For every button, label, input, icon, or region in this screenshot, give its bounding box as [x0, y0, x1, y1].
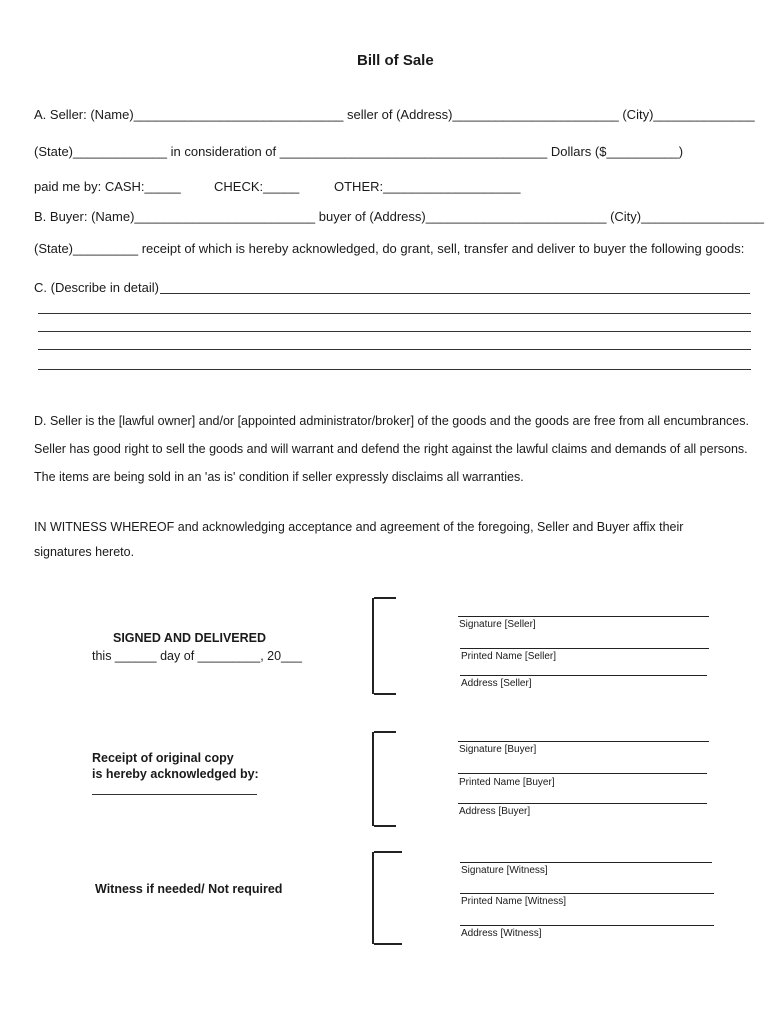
seller-signature-label: Signature [Seller] [459, 619, 536, 630]
buyer-signature-label: Signature [Buyer] [459, 744, 537, 755]
describe-line-3 [38, 331, 751, 332]
document-title: Bill of Sale [357, 52, 434, 69]
witness-whereof-line-1: IN WITNESS WHEREOF and acknowledging acceptance and agreement of the foregoing, Seller and Buyer affix their [34, 520, 684, 534]
witness-whereof-line-2: signatures hereto. [34, 545, 135, 559]
witness-printed-name-line [460, 893, 714, 894]
buyer-state-goods-line: (State)_________ receipt of which is hereby acknowledged, do grant, sell, transfer and deliver to buyer the following goods: [34, 241, 745, 256]
signed-delivered-heading: SIGNED AND DELIVERED [113, 631, 267, 645]
seller-bracket [372, 598, 374, 694]
buyer-printed-name-label: Printed Name [Buyer] [459, 777, 555, 788]
seller-name-address-line: A. Seller: (Name)_____________________________ seller of (Address)_______________________ (City)______________ [34, 107, 755, 122]
as-is-clause: The items are being sold in an 'as is' condition if seller expressly disclaims all warranties. [34, 470, 524, 484]
buyer-address-label: Address [Buyer] [459, 806, 531, 817]
witness-heading: Witness if needed/ Not required [95, 882, 283, 896]
seller-signature-line [458, 616, 709, 617]
witness-bracket [372, 852, 374, 944]
receipt-heading-line-1: Receipt of original copy [92, 751, 234, 765]
seller-address-label: Address [Seller] [461, 678, 532, 689]
payment-other-field: OTHER:___________________ [334, 179, 521, 194]
ownership-clause: D. Seller is the [lawful owner] and/or [appointed administrator/broker] of the goods and the goods are free from all encumbrances. [34, 414, 749, 428]
buyer-printed-name-line [458, 773, 707, 774]
payment-check-field: CHECK:_____ [214, 179, 300, 194]
witness-address-label: Address [Witness] [461, 928, 542, 939]
describe-goods-label: C. (Describe in detail) [34, 280, 159, 295]
seller-printed-name-label: Printed Name [Seller] [461, 651, 557, 662]
describe-line-1 [160, 293, 750, 294]
describe-line-4 [38, 349, 751, 350]
buyer-name-address-line: B. Buyer: (Name)_________________________ buyer of (Address)_________________________ (City)_________________ [34, 209, 765, 224]
receipt-heading-line-2: is hereby acknowledged by: [92, 767, 259, 781]
receipt-signature-line [92, 794, 257, 795]
seller-printed-name-line [460, 648, 709, 649]
describe-line-5 [38, 369, 751, 370]
witness-signature-label: Signature [Witness] [461, 865, 548, 876]
describe-line-2 [38, 313, 751, 314]
payment-cash-field: paid me by: CASH:_____ [34, 179, 181, 194]
buyer-signature-line [458, 741, 709, 742]
seller-address-line [460, 675, 707, 676]
buyer-bracket [372, 732, 374, 826]
buyer-address-line [458, 803, 707, 804]
state-consideration-line: (State)_____________ in consideration of _____________________________________ Dollars ($__________) [34, 144, 684, 159]
witness-signature-line [460, 862, 712, 863]
warranty-clause: Seller has good right to sell the goods and will warrant and defend the right against the lawful claims and demands of all persons. [34, 442, 748, 456]
signed-date-line: this ______ day of _________, 20___ [92, 649, 302, 663]
witness-address-line [460, 925, 714, 926]
witness-printed-name-label: Printed Name [Witness] [461, 896, 567, 907]
